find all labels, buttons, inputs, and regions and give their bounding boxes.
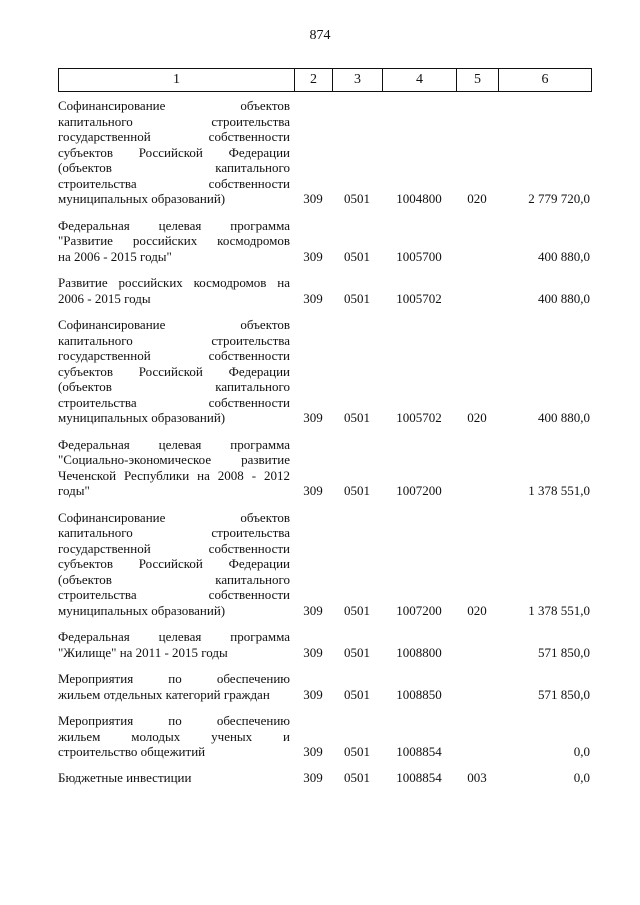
row-name xyxy=(58,629,294,660)
row-name-line: жильем молодых ученых и xyxy=(58,728,290,744)
row-code-section: 309 xyxy=(303,769,323,785)
row-code-subsection: 0501 xyxy=(344,644,370,660)
row-code-section: 309 xyxy=(303,744,323,759)
row-code-target: 1005702 xyxy=(396,410,442,425)
row-name-line: субъектов Российской Федерации xyxy=(58,556,290,571)
row-name xyxy=(58,770,294,786)
row-code-subsection: 0501 xyxy=(344,483,370,498)
row-name-line: муниципальных образований) xyxy=(58,602,226,618)
row-name-line: Федеральная целевая программа xyxy=(58,436,290,452)
row-name-line: государственной собственности xyxy=(58,348,290,363)
table-row xyxy=(58,218,592,265)
table-row xyxy=(58,629,592,660)
row-name-line: муниципальных образований) xyxy=(58,410,226,425)
column-header-3: 3 xyxy=(333,69,383,91)
row-name xyxy=(58,510,294,619)
row-name-line: Чеченской Республики на 2008 - 2012 xyxy=(58,467,290,483)
row-name-line: Развитие российских космодромов на xyxy=(58,275,290,290)
row-code-subsection: 0501 xyxy=(344,191,370,206)
row-amount: 400 880,0 xyxy=(538,248,590,264)
row-name xyxy=(58,317,294,426)
row-code-target: 1007200 xyxy=(396,602,442,618)
row-code-target: 1007200 xyxy=(396,483,442,498)
row-amount: 571 850,0 xyxy=(538,686,590,702)
row-name-line: "Социально-экономическое развитие xyxy=(58,452,290,467)
row-code-section: 309 xyxy=(303,410,323,425)
row-code-section: 309 xyxy=(303,686,323,702)
row-code-section: 309 xyxy=(303,602,323,618)
row-name-line: государственной собственности xyxy=(58,540,290,556)
row-code-target: 1008800 xyxy=(396,644,442,660)
table-row xyxy=(58,510,592,619)
table-row xyxy=(58,671,592,702)
table-row xyxy=(58,98,592,207)
row-name-line: (объектов капитального xyxy=(58,571,290,587)
row-name xyxy=(58,218,294,265)
row-code-expense-type: 003 xyxy=(467,769,487,785)
table-row xyxy=(58,770,592,786)
row-code-subsection: 0501 xyxy=(344,290,370,306)
row-code-target: 1005702 xyxy=(396,290,442,306)
row-name xyxy=(58,98,294,207)
budget-table-body xyxy=(58,98,592,785)
row-name-line: Мероприятия по обеспечению xyxy=(58,671,290,686)
column-header-6: 6 xyxy=(541,72,549,87)
row-amount: 400 880,0 xyxy=(538,290,590,306)
row-code-target: 1008854 xyxy=(396,769,442,785)
row-name xyxy=(58,437,294,499)
row-name-line: капитального строительства xyxy=(58,332,290,348)
row-name-line: (объектов капитального xyxy=(58,379,290,394)
column-header-4: 4 xyxy=(383,69,457,91)
row-amount: 571 850,0 xyxy=(538,644,590,660)
row-code-target: 1004800 xyxy=(396,191,442,206)
row-name-line: 2006 - 2015 годы xyxy=(58,290,151,306)
row-name-line: государственной собственности xyxy=(58,129,290,144)
row-name xyxy=(58,713,294,760)
row-name-line: (объектов капитального xyxy=(58,160,290,175)
table-row xyxy=(58,437,592,499)
row-name-line: муниципальных образований) xyxy=(58,191,226,206)
row-amount: 1 378 551,0 xyxy=(528,602,590,618)
row-name-line: капитального строительства xyxy=(58,113,290,129)
row-code-target: 1005700 xyxy=(396,248,442,264)
row-name-line: Федеральная целевая программа xyxy=(58,217,290,233)
row-name-line: капитального строительства xyxy=(58,525,290,540)
column-header-5: 5 xyxy=(457,69,499,91)
row-name-line: строительство общежитий xyxy=(58,744,206,759)
row-code-section: 309 xyxy=(303,644,323,660)
row-amount: 0,0 xyxy=(573,744,590,759)
table-row xyxy=(58,275,592,306)
table-row xyxy=(58,713,592,760)
row-name-line: Мероприятия по обеспечению xyxy=(58,713,290,728)
row-name-line: субъектов Российской Федерации xyxy=(58,144,290,160)
row-code-section: 309 xyxy=(303,191,323,206)
row-name-line: Федеральная целевая программа xyxy=(58,629,290,644)
row-amount: 1 378 551,0 xyxy=(528,483,590,498)
row-code-section: 309 xyxy=(303,290,323,306)
column-header-2: 2 xyxy=(295,69,333,91)
row-code-section: 309 xyxy=(303,248,323,264)
row-amount: 0,0 xyxy=(573,769,590,785)
column-header-row xyxy=(58,68,592,92)
row-name-line: Софинансирование объектов xyxy=(58,317,290,332)
row-name xyxy=(58,671,294,702)
row-name-line: строительства собственности xyxy=(58,587,290,602)
row-code-target: 1008854 xyxy=(396,744,442,759)
row-code-subsection: 0501 xyxy=(344,410,370,425)
row-code-subsection: 0501 xyxy=(344,686,370,702)
row-code-section: 309 xyxy=(303,483,323,498)
row-code-target: 1008850 xyxy=(396,686,442,702)
row-code-subsection: 0501 xyxy=(344,602,370,618)
row-amount: 400 880,0 xyxy=(538,410,590,425)
row-name-line: на 2006 - 2015 годы" xyxy=(58,248,172,264)
row-name-line: "Развитие российских космодромов xyxy=(58,233,290,248)
row-amount: 2 779 720,0 xyxy=(528,191,590,206)
row-name-line: Софинансирование объектов xyxy=(58,509,290,525)
row-code-expense-type: 020 xyxy=(467,191,487,206)
row-code-subsection: 0501 xyxy=(344,744,370,759)
row-code-subsection: 0501 xyxy=(344,769,370,785)
row-code-expense-type: 020 xyxy=(467,602,487,618)
column-header-1: 1 xyxy=(59,69,295,91)
row-name xyxy=(58,275,294,306)
row-name-line: субъектов Российской Федерации xyxy=(58,363,290,379)
row-name-line: "Жилище" на 2011 - 2015 годы xyxy=(58,644,228,660)
row-name-line: годы" xyxy=(58,483,90,498)
row-name-line: Софинансирование объектов xyxy=(58,98,290,113)
row-name-line: Бюджетные инвестиции xyxy=(58,769,192,785)
page-number: 874 xyxy=(309,28,331,43)
row-name-line: строительства собственности xyxy=(58,394,290,410)
table-row xyxy=(58,317,592,426)
row-name-line: строительства собственности xyxy=(58,175,290,191)
row-code-subsection: 0501 xyxy=(344,248,370,264)
row-code-expense-type: 020 xyxy=(467,410,487,425)
row-name-line: жильем отдельных категорий граждан xyxy=(58,686,270,702)
